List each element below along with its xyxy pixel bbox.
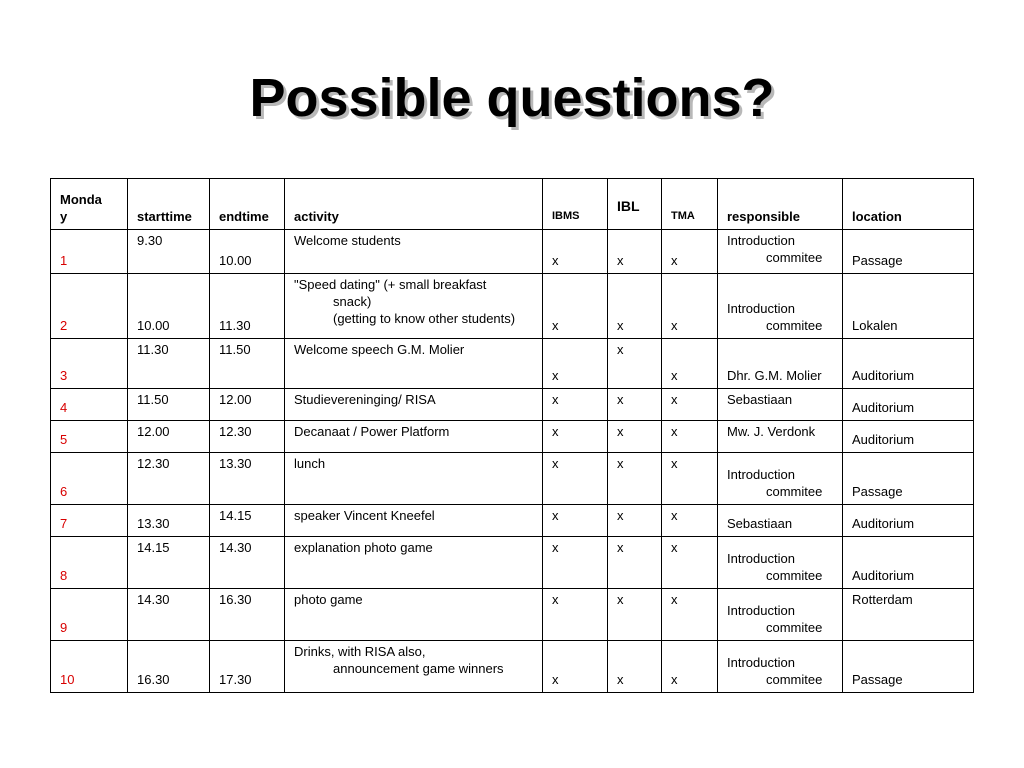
table-row xyxy=(51,505,974,537)
end-time: 14.30 xyxy=(210,537,285,589)
activity: Drinks, with RISA also, announcement game winners xyxy=(285,641,543,693)
row-number: 8 xyxy=(51,537,128,589)
header-day: Monda y xyxy=(51,179,128,230)
row-number: 1 xyxy=(51,230,128,274)
ibl-mark: x xyxy=(608,230,662,274)
table-row xyxy=(51,339,974,389)
location: Auditorium xyxy=(843,389,974,421)
tma-mark: x xyxy=(662,589,718,641)
tma-mark: x xyxy=(662,389,718,421)
responsible: Sebastiaan xyxy=(718,505,843,537)
row-number: 9 xyxy=(51,589,128,641)
activity: Welcome speech G.M. Molier xyxy=(285,339,543,389)
table-row xyxy=(51,230,974,274)
tma-mark: x xyxy=(662,230,718,274)
row-number: 7 xyxy=(51,505,128,537)
header-ibms: IBMS xyxy=(543,179,608,230)
ibl-mark: x xyxy=(608,274,662,339)
ibl-mark: x xyxy=(608,641,662,693)
start-time: 16.30 xyxy=(128,641,210,693)
activity: lunch xyxy=(285,453,543,505)
ibl-mark: x xyxy=(608,453,662,505)
tma-mark: x xyxy=(662,274,718,339)
ibms-mark: x xyxy=(543,389,608,421)
ibms-mark: x xyxy=(543,230,608,274)
row-number: 3 xyxy=(51,339,128,389)
location: Auditorium xyxy=(843,421,974,453)
header-starttime: starttime xyxy=(128,179,210,230)
ibms-mark: x xyxy=(543,589,608,641)
header-ibl: IBL xyxy=(608,179,662,230)
responsible: Introduction commitee xyxy=(718,230,843,274)
ibl-mark: x xyxy=(608,537,662,589)
row-number: 10 xyxy=(51,641,128,693)
ibl-mark: x xyxy=(608,589,662,641)
tma-mark: x xyxy=(662,641,718,693)
end-time: 12.30 xyxy=(210,421,285,453)
end-time: 10.00 xyxy=(210,230,285,274)
header-responsible: responsible xyxy=(718,179,843,230)
start-time: 12.30 xyxy=(128,453,210,505)
responsible: Introduction commitee xyxy=(718,589,843,641)
responsible: Mw. J. Verdonk xyxy=(718,421,843,453)
ibl-mark: x xyxy=(608,339,662,389)
tma-mark: x xyxy=(662,421,718,453)
schedule-table xyxy=(50,178,974,693)
ibl-mark: x xyxy=(608,505,662,537)
start-time: 11.50 xyxy=(128,389,210,421)
tma-mark: x xyxy=(662,505,718,537)
start-time: 11.30 xyxy=(128,339,210,389)
slide-title: Possible questions? xyxy=(249,68,775,128)
ibl-mark: x xyxy=(608,421,662,453)
header-activity: activity xyxy=(285,179,543,230)
table-row xyxy=(51,421,974,453)
end-time: 17.30 xyxy=(210,641,285,693)
ibms-mark: x xyxy=(543,274,608,339)
location: Auditorium xyxy=(843,339,974,389)
location: Auditorium xyxy=(843,537,974,589)
table-row xyxy=(51,274,974,339)
header-location: location xyxy=(843,179,974,230)
table-row xyxy=(51,589,974,641)
row-number: 4 xyxy=(51,389,128,421)
end-time: 13.30 xyxy=(210,453,285,505)
row-number: 2 xyxy=(51,274,128,339)
end-time: 16.30 xyxy=(210,589,285,641)
header-endtime: endtime xyxy=(210,179,285,230)
start-time: 12.00 xyxy=(128,421,210,453)
responsible: Dhr. G.M. Molier xyxy=(718,339,843,389)
location: Auditorium xyxy=(843,505,974,537)
activity: Decanaat / Power Platform xyxy=(285,421,543,453)
start-time: 14.15 xyxy=(128,537,210,589)
activity: Welcome students xyxy=(285,230,543,274)
ibms-mark: x xyxy=(543,505,608,537)
location: Passage xyxy=(843,230,974,274)
ibl-mark: x xyxy=(608,389,662,421)
responsible: Introduction commitee xyxy=(718,274,843,339)
location: Passage xyxy=(843,641,974,693)
ibms-mark: x xyxy=(543,421,608,453)
table-row xyxy=(51,537,974,589)
responsible: Introduction commitee xyxy=(718,453,843,505)
responsible: Introduction commitee xyxy=(718,537,843,589)
end-time: 14.15 xyxy=(210,505,285,537)
activity: Studievereninging/ RISA xyxy=(285,389,543,421)
activity: explanation photo game xyxy=(285,537,543,589)
start-time: 9.30 xyxy=(128,230,210,274)
start-time: 14.30 xyxy=(128,589,210,641)
responsible: Sebastiaan xyxy=(718,389,843,421)
ibms-mark: x xyxy=(543,641,608,693)
tma-mark: x xyxy=(662,537,718,589)
ibms-mark: x xyxy=(543,453,608,505)
header-row xyxy=(51,179,974,230)
end-time: 11.50 xyxy=(210,339,285,389)
location: Passage xyxy=(843,453,974,505)
activity: "Speed dating" (+ small breakfast snack) (getting to know other students) xyxy=(285,274,543,339)
tma-mark: x xyxy=(662,453,718,505)
location: Lokalen xyxy=(843,274,974,339)
row-number: 5 xyxy=(51,421,128,453)
start-time: 13.30 xyxy=(128,505,210,537)
row-number: 6 xyxy=(51,453,128,505)
table-row xyxy=(51,641,974,693)
activity: photo game xyxy=(285,589,543,641)
header-tma: TMA xyxy=(662,179,718,230)
location: Rotterdam xyxy=(843,589,974,641)
activity: speaker Vincent Kneefel xyxy=(285,505,543,537)
ibms-mark: x xyxy=(543,537,608,589)
table-row xyxy=(51,389,974,421)
start-time: 10.00 xyxy=(128,274,210,339)
tma-mark: x xyxy=(662,339,718,389)
responsible: Introduction commitee xyxy=(718,641,843,693)
end-time: 11.30 xyxy=(210,274,285,339)
table-row xyxy=(51,453,974,505)
end-time: 12.00 xyxy=(210,389,285,421)
ibms-mark: x xyxy=(543,339,608,389)
